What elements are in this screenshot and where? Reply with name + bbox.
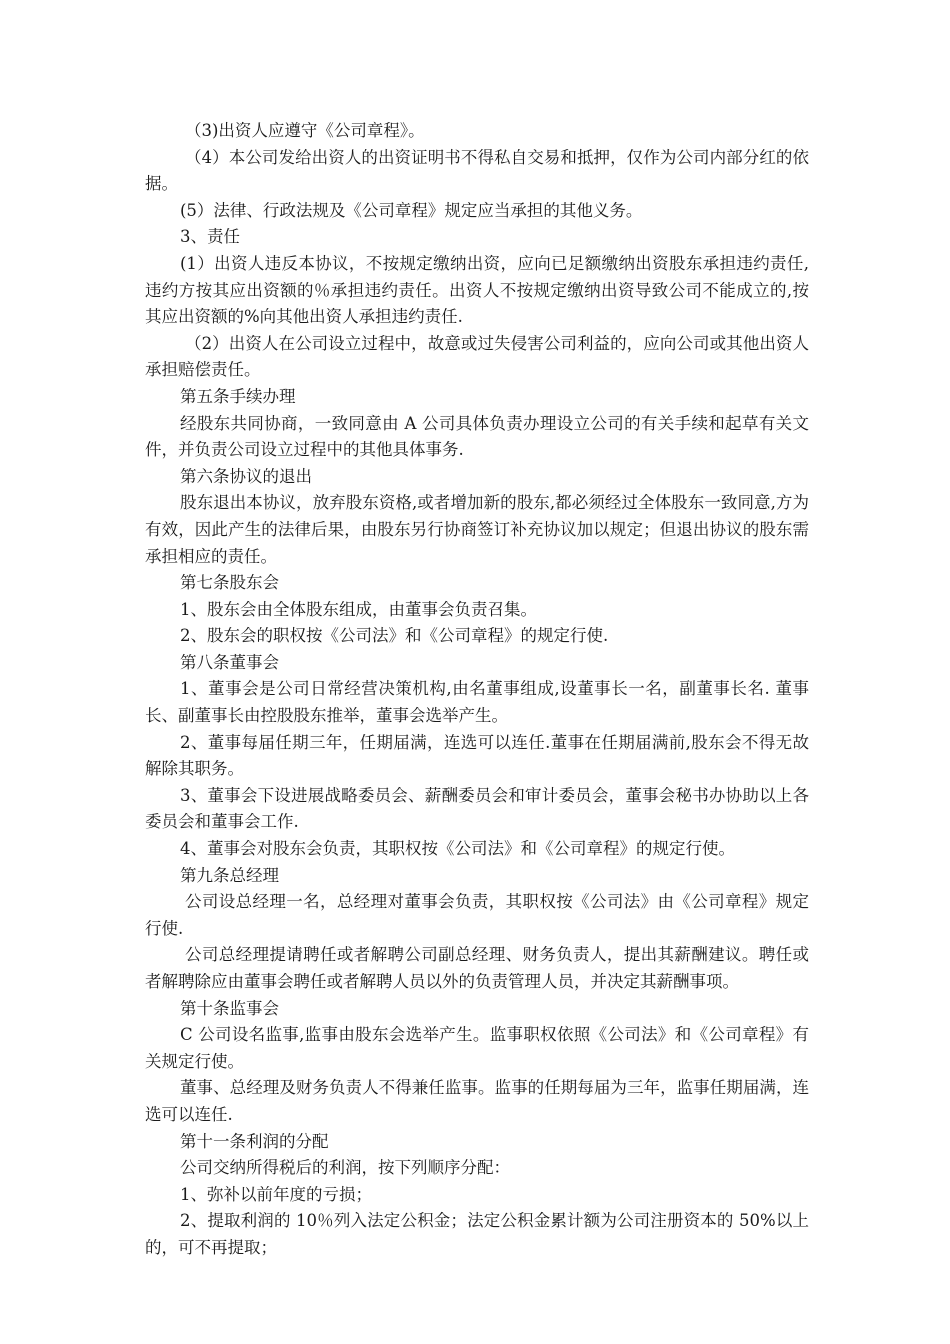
article-5-heading: 第五条手续办理 (180, 386, 296, 406)
article-8-item-3: 3、董事会下设进展战略委员会、薪酬委员会和审计委员会，董事会秘书办协助以上各委员会和董事会工作. (145, 785, 809, 832)
article-10-body-1: C 公司设名监事,监事由股东会选举产生。监事职权依照《公司法》和《公司章程》有关规定行使。 (145, 1025, 809, 1071)
article-7-item-2: 2、股东会的职权按《公司法》和《公司章程》的规定行使. (180, 626, 609, 646)
article-9-body-2: 公司总经理提请聘任或者解聘公司副总经理、财务负责人，提出其薪酬建议。聘任或者解聘除应由董事会聘任或者解聘人员以外的负责管理人员，并决定其薪酬事项。 (145, 945, 809, 991)
article-11-heading: 第十一条利润的分配 (180, 1131, 329, 1151)
clause-3-3: （3)出资人应遵守《公司章程》。 (185, 121, 425, 140)
article-11-item-1: 1、弥补以前年度的亏损； (180, 1184, 372, 1204)
article-8-item-2: 2、董事每届任期三年，任期届满，连选可以连任.董事在任期届满前,股东会不得无故解除其职务。 (145, 732, 809, 779)
article-6-heading: 第六条协议的退出 (180, 466, 312, 486)
article-9-body-1: 公司设总经理一名，总经理对董事会负责，其职权按《公司法》由《公司章程》规定行使. (145, 892, 809, 938)
article-8-heading: 第八条董事会 (180, 652, 279, 672)
article-9-heading: 第九条总经理 (180, 865, 279, 885)
article-8-item-4: 4、董事会对股东会负责，其职权按《公司法》和《公司章程》的规定行使。 (180, 839, 735, 859)
article-10-body-2: 董事、总经理及财务负责人不得兼任监事。监事的任期每届为三年，监事任期届满，连选可以连任. (145, 1078, 809, 1124)
article-7-heading: 第七条股东会 (180, 573, 279, 593)
article-5-body: 经股东共同协商，一致同意由 A 公司具体负责办理设立公司的有关手续和起草有关文件，并负责公司设立过程中的其他具体事务. (145, 413, 809, 460)
article-6-body: 股东退出本协议，放弃股东资格,或者增加新的股东,都必须经过全体股东一致同意,方为有效，因此产生的法律后果，由股东另行协商签订补充协议加以规定；但退出协议的股东需承担相应的责任。 (145, 493, 809, 566)
article-8-item-1: 1、董事会是公司日常经营决策机构,由名董事组成,设董事长一名，副董事长名. 董事长、副董事长由控股股东推举，董事会选举产生。 (145, 679, 809, 726)
article-10-heading: 第十条监事会 (180, 998, 279, 1018)
clause-3-5: (5）法律、行政法规及《公司章程》规定应当承担的其他义务。 (180, 200, 643, 220)
clause-3-4: （4）本公司发给出资人的出资证明书不得私自交易和抵押，仅作为公司内部分红的依据。 (145, 147, 809, 194)
liability-1: (1）出资人违反本协议，不按规定缴纳出资，应向已足额缴纳出资股东承担违约责任,违约方按其应出资额的％承担违约责任。出资人不按规定缴纳出资导致公司不能成立的,按其应出资额的%向其他出资人承担违约责任. (145, 253, 809, 327)
section-liability: 3、责任 (180, 227, 240, 247)
liability-2: （2）出资人在公司设立过程中，故意或过失侵害公司利益的，应向公司或其他出资人承担赔偿责任。 (145, 333, 809, 380)
article-11-intro: 公司交纳所得税后的利润，按下列顺序分配： (180, 1158, 510, 1178)
document-body (145, 118, 809, 1262)
article-11-item-2: 2、提取利润的 10％列入法定公积金；法定公积金累计额为公司注册资本的 50%以上的，可不再提取； (145, 1211, 809, 1257)
article-7-item-1: 1、股东会由全体股东组成，由董事会负责召集。 (180, 599, 537, 619)
